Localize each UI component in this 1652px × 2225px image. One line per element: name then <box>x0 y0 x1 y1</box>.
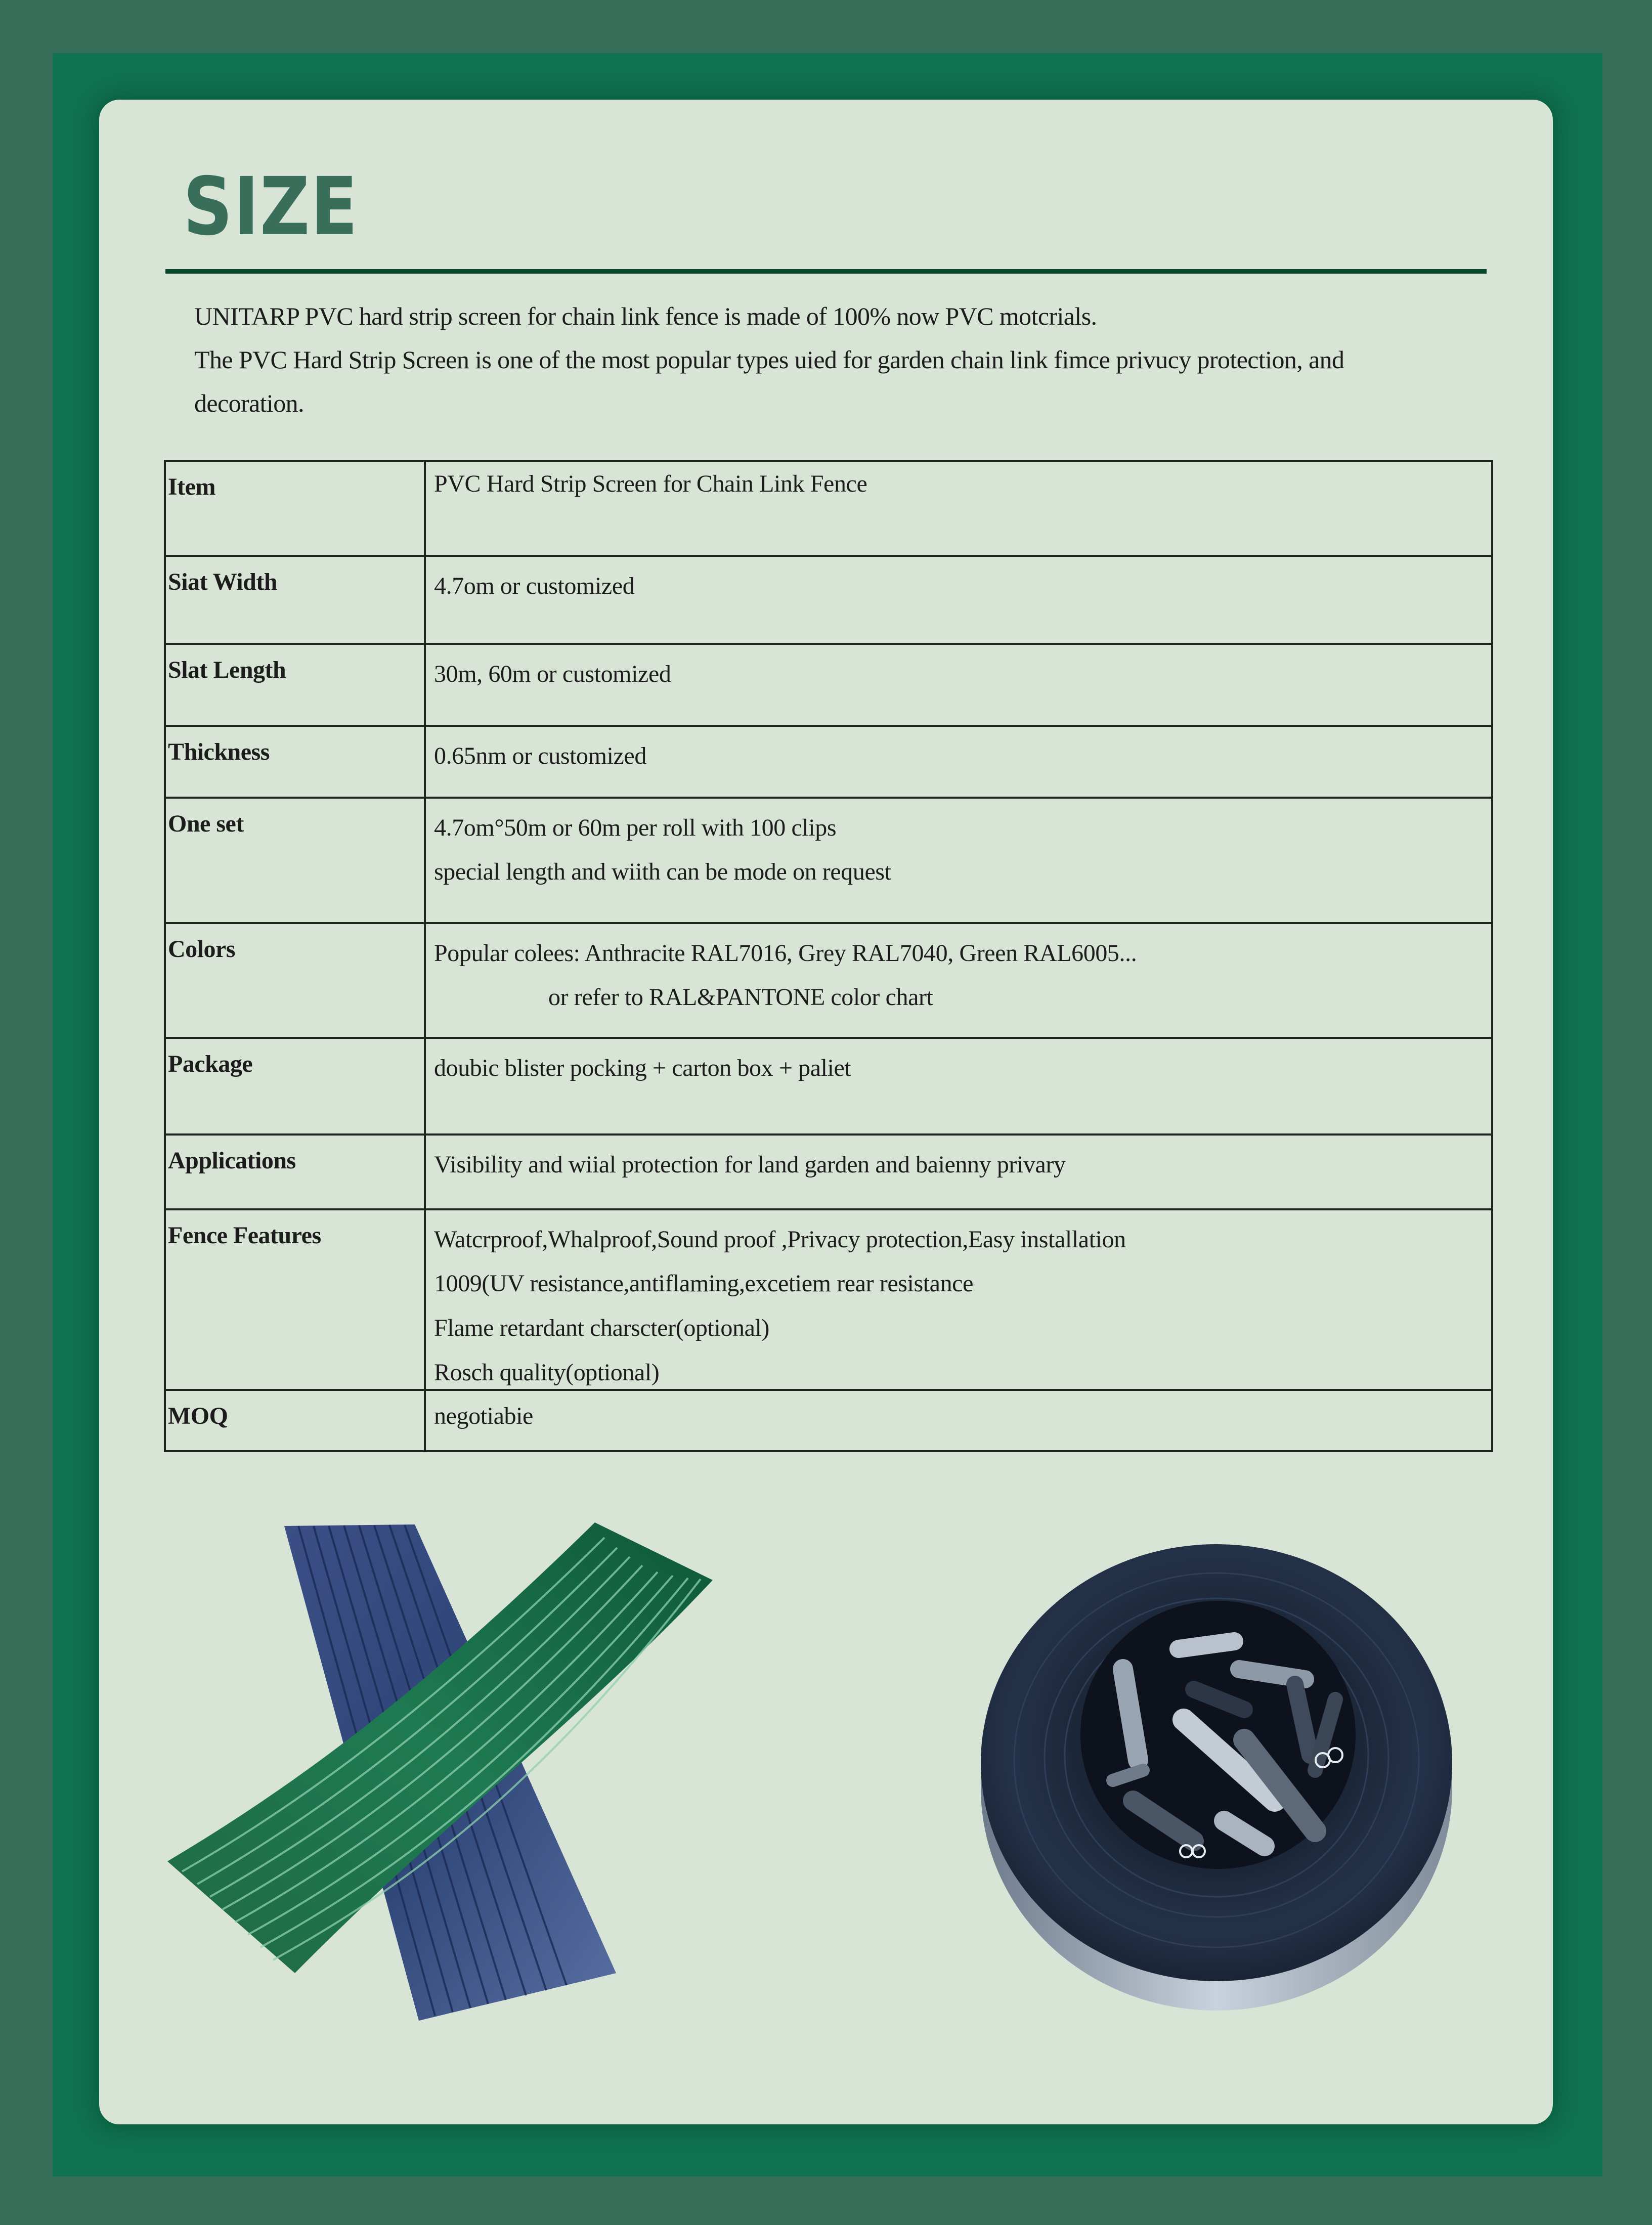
value-line: Popular colees: Anthracite RAL7016, Grey RAL7040, Green RAL6005... <box>434 940 1137 967</box>
row-label: Slat Length <box>165 644 425 726</box>
intro-paragraph <box>194 294 1489 425</box>
page-title: SIZE <box>183 160 359 253</box>
row-label: Applications <box>165 1135 425 1209</box>
row-value <box>425 1209 1492 1390</box>
intro-line: UNITARP PVC hard strip screen for chain link fence is made of 100% now PVC motcrials. <box>194 302 1097 330</box>
intro-line: The PVC Hard Strip Screen is one of the most popular types uied for garden chain link fimce privucy protection, and <box>194 345 1344 374</box>
value-line: 0.65nm or customized <box>434 743 646 769</box>
intro-line: decoration. <box>194 389 304 417</box>
row-label: Colors <box>165 923 425 1038</box>
row-value <box>425 556 1492 644</box>
row-value <box>425 1390 1492 1451</box>
row-value <box>425 726 1492 798</box>
row-label: Siat Width <box>165 556 425 644</box>
table-row <box>165 1038 1492 1135</box>
value-line: 30m, 60m or customized <box>434 661 671 687</box>
value-line: Watcrproof,Whalproof,Sound proof ,Privacy protection,Easy installation <box>434 1226 1126 1253</box>
pvc-strip-samples-image <box>152 1507 733 2033</box>
value-line: 1009(UV resistance,antiflaming,excetiem rear resistance <box>434 1270 973 1297</box>
value-line: PVC Hard Strip Screen for Chain Link Fence <box>434 470 867 497</box>
row-value <box>425 644 1492 726</box>
table-row <box>165 556 1492 644</box>
table-row <box>165 461 1492 556</box>
row-value <box>425 798 1492 923</box>
table-row <box>165 1209 1492 1390</box>
table-row <box>165 726 1492 798</box>
pvc-strip-roll-image <box>971 1533 1467 2023</box>
row-label: One set <box>165 798 425 923</box>
title-divider <box>165 269 1487 274</box>
value-line: negotiabie <box>434 1403 533 1429</box>
value-line: 4.7om or customized <box>434 573 635 599</box>
table-row <box>165 798 1492 923</box>
row-value <box>425 461 1492 556</box>
row-label: Item <box>165 461 425 556</box>
value-line: Rosch quality(optional) <box>434 1359 660 1386</box>
row-value <box>425 923 1492 1038</box>
table-row <box>165 923 1492 1038</box>
table-row <box>165 1135 1492 1209</box>
row-label: Fence Features <box>165 1209 425 1390</box>
value-line: doubic blister pocking + carton box + paliet <box>434 1055 851 1081</box>
row-label: Package <box>165 1038 425 1135</box>
value-line: Visibility and wiial protection for land garden and baienny privary <box>434 1151 1066 1178</box>
row-label: MOQ <box>165 1390 425 1451</box>
row-label: Thickness <box>165 726 425 798</box>
value-line: 4.7om°50m or 60m per roll with 100 clips <box>434 814 837 841</box>
value-line: special length and wiith can be mode on request <box>434 858 891 885</box>
value-line: or refer to RAL&PANTONE color chart <box>548 984 933 1011</box>
table-row <box>165 1390 1492 1451</box>
row-value <box>425 1135 1492 1209</box>
value-line: Flame retardant charscter(optional) <box>434 1315 770 1341</box>
table-row <box>165 644 1492 726</box>
row-value <box>425 1038 1492 1135</box>
spec-table <box>164 460 1493 1452</box>
